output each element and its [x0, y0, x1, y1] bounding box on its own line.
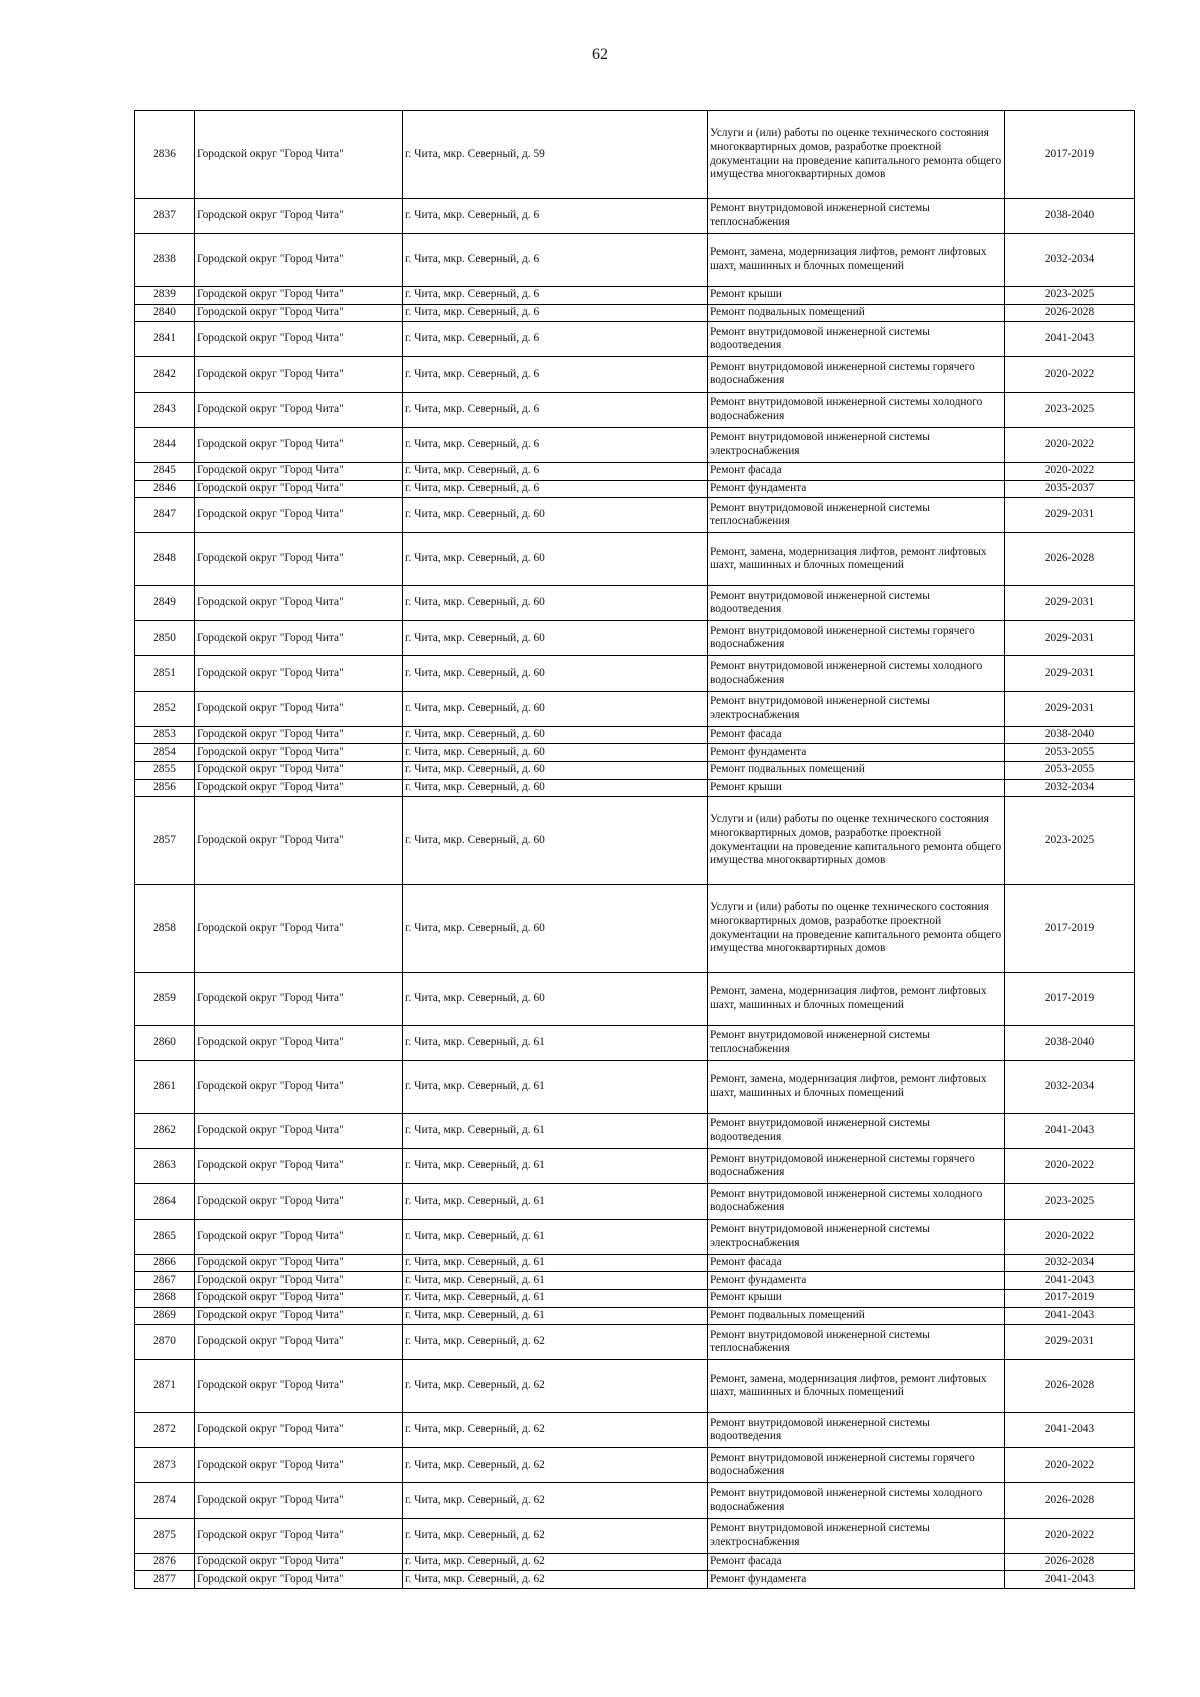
- municipality-cell: Городской округ "Город Чита": [195, 1114, 403, 1149]
- repair-program-table: [134, 110, 1135, 1589]
- municipality-cell: Городской округ "Город Чита": [195, 1307, 403, 1325]
- period-cell: 2026-2028: [1005, 1553, 1135, 1571]
- table-row: [135, 322, 1135, 357]
- work-type-cell: Ремонт внутридомовой инженерной системы холодного водоснабжения: [708, 1483, 1005, 1518]
- row-number: 2839: [135, 286, 195, 304]
- table-row: [135, 1483, 1135, 1518]
- municipality-cell: Городской округ "Город Чита": [195, 726, 403, 744]
- row-number: 2847: [135, 498, 195, 533]
- address-cell: г. Чита, мкр. Северный, д. 62: [403, 1413, 708, 1448]
- work-type-cell: Ремонт фундамента: [708, 1272, 1005, 1290]
- work-type-cell: Ремонт внутридомовой инженерной системы водоотведения: [708, 322, 1005, 357]
- period-cell: 2017-2019: [1005, 111, 1135, 199]
- municipality-cell: Городской округ "Город Чита": [195, 480, 403, 498]
- work-type-cell: Ремонт, замена, модернизация лифтов, ремонт лифтовых шахт, машинных и блочных помещений: [708, 1360, 1005, 1413]
- row-number: 2866: [135, 1254, 195, 1272]
- row-number: 2861: [135, 1061, 195, 1114]
- address-cell: г. Чита, мкр. Северный, д. 6: [403, 427, 708, 462]
- address-cell: г. Чита, мкр. Северный, д. 60: [403, 691, 708, 726]
- address-cell: г. Чита, мкр. Северный, д. 62: [403, 1518, 708, 1553]
- work-type-cell: Ремонт фасада: [708, 1553, 1005, 1571]
- table-row: [135, 111, 1135, 199]
- period-cell: 2053-2055: [1005, 762, 1135, 780]
- table-row: [135, 1219, 1135, 1254]
- table-row: [135, 1307, 1135, 1325]
- row-number: 2844: [135, 427, 195, 462]
- period-cell: 2041-2043: [1005, 1272, 1135, 1290]
- period-cell: 2035-2037: [1005, 480, 1135, 498]
- work-type-cell: Ремонт внутридомовой инженерной системы теплоснабжения: [708, 199, 1005, 234]
- work-type-cell: Ремонт, замена, модернизация лифтов, ремонт лифтовых шахт, машинных и блочных помещений: [708, 1061, 1005, 1114]
- row-number: 2875: [135, 1518, 195, 1553]
- work-type-cell: Ремонт фундамента: [708, 1571, 1005, 1589]
- period-cell: 2026-2028: [1005, 1483, 1135, 1518]
- table-row: [135, 533, 1135, 586]
- address-cell: г. Чита, мкр. Северный, д. 62: [403, 1553, 708, 1571]
- period-cell: 2023-2025: [1005, 286, 1135, 304]
- address-cell: г. Чита, мкр. Северный, д. 60: [403, 656, 708, 691]
- table-row: [135, 1413, 1135, 1448]
- work-type-cell: Ремонт подвальных помещений: [708, 304, 1005, 322]
- period-cell: 2023-2025: [1005, 1184, 1135, 1219]
- work-type-cell: Ремонт внутридомовой инженерной системы теплоснабжения: [708, 1026, 1005, 1061]
- municipality-cell: Городской округ "Город Чита": [195, 322, 403, 357]
- work-type-cell: Ремонт внутридомовой инженерной системы водоотведения: [708, 1413, 1005, 1448]
- period-cell: 2032-2034: [1005, 1061, 1135, 1114]
- row-number: 2869: [135, 1307, 195, 1325]
- address-cell: г. Чита, мкр. Северный, д. 6: [403, 357, 708, 392]
- municipality-cell: Городской округ "Город Чита": [195, 1413, 403, 1448]
- address-cell: г. Чита, мкр. Северный, д. 6: [403, 304, 708, 322]
- work-type-cell: Ремонт внутридомовой инженерной системы водоотведения: [708, 586, 1005, 621]
- row-number: 2857: [135, 797, 195, 885]
- work-type-cell: Ремонт внутридомовой инженерной системы горячего водоснабжения: [708, 1149, 1005, 1184]
- address-cell: г. Чита, мкр. Северный, д. 62: [403, 1325, 708, 1360]
- address-cell: г. Чита, мкр. Северный, д. 61: [403, 1149, 708, 1184]
- address-cell: г. Чита, мкр. Северный, д. 60: [403, 797, 708, 885]
- period-cell: 2038-2040: [1005, 1026, 1135, 1061]
- period-cell: 2017-2019: [1005, 1289, 1135, 1307]
- municipality-cell: Городской округ "Город Чита": [195, 1325, 403, 1360]
- table-row: [135, 286, 1135, 304]
- municipality-cell: Городской округ "Город Чита": [195, 691, 403, 726]
- period-cell: 2032-2034: [1005, 1254, 1135, 1272]
- address-cell: г. Чита, мкр. Северный, д. 61: [403, 1219, 708, 1254]
- address-cell: г. Чита, мкр. Северный, д. 60: [403, 762, 708, 780]
- address-cell: г. Чита, мкр. Северный, д. 61: [403, 1307, 708, 1325]
- table-row: [135, 797, 1135, 885]
- work-type-cell: Ремонт подвальных помещений: [708, 1307, 1005, 1325]
- row-number: 2853: [135, 726, 195, 744]
- row-number: 2865: [135, 1219, 195, 1254]
- work-type-cell: Ремонт внутридомовой инженерной системы электроснабжения: [708, 691, 1005, 726]
- work-type-cell: Ремонт крыши: [708, 1289, 1005, 1307]
- address-cell: г. Чита, мкр. Северный, д. 62: [403, 1571, 708, 1589]
- work-type-cell: Ремонт внутридомовой инженерной системы электроснабжения: [708, 1219, 1005, 1254]
- table-row: [135, 656, 1135, 691]
- municipality-cell: Городской округ "Город Чита": [195, 1254, 403, 1272]
- table-row: [135, 779, 1135, 797]
- work-type-cell: Ремонт, замена, модернизация лифтов, ремонт лифтовых шахт, машинных и блочных помещений: [708, 234, 1005, 287]
- period-cell: 2041-2043: [1005, 1571, 1135, 1589]
- address-cell: г. Чита, мкр. Северный, д. 62: [403, 1448, 708, 1483]
- table-row: [135, 973, 1135, 1026]
- municipality-cell: Городской округ "Город Чита": [195, 533, 403, 586]
- municipality-cell: Городской округ "Город Чита": [195, 1360, 403, 1413]
- work-type-cell: Услуги и (или) работы по оценке технического состояния многоквартирных домов, разработке проектной документации на проведение капитального ремонта общего имущества многоквартирных домов: [708, 797, 1005, 885]
- table-row: [135, 621, 1135, 656]
- table-row: [135, 586, 1135, 621]
- period-cell: 2020-2022: [1005, 1448, 1135, 1483]
- work-type-cell: Ремонт внутридомовой инженерной системы электроснабжения: [708, 1518, 1005, 1553]
- work-type-cell: Ремонт внутридомовой инженерной системы холодного водоснабжения: [708, 1184, 1005, 1219]
- row-number: 2860: [135, 1026, 195, 1061]
- row-number: 2842: [135, 357, 195, 392]
- work-type-cell: Ремонт, замена, модернизация лифтов, ремонт лифтовых шахт, машинных и блочных помещений: [708, 973, 1005, 1026]
- municipality-cell: Городской округ "Город Чита": [195, 1289, 403, 1307]
- address-cell: г. Чита, мкр. Северный, д. 60: [403, 885, 708, 973]
- table-row: [135, 1272, 1135, 1290]
- period-cell: 2038-2040: [1005, 726, 1135, 744]
- row-number: 2846: [135, 480, 195, 498]
- municipality-cell: Городской округ "Город Чита": [195, 498, 403, 533]
- table-row: [135, 762, 1135, 780]
- work-type-cell: Ремонт крыши: [708, 286, 1005, 304]
- address-cell: г. Чита, мкр. Северный, д. 61: [403, 1114, 708, 1149]
- row-number: 2843: [135, 392, 195, 427]
- work-type-cell: Ремонт подвальных помещений: [708, 762, 1005, 780]
- period-cell: 2032-2034: [1005, 779, 1135, 797]
- period-cell: 2026-2028: [1005, 1360, 1135, 1413]
- address-cell: г. Чита, мкр. Северный, д. 60: [403, 498, 708, 533]
- address-cell: г. Чита, мкр. Северный, д. 6: [403, 286, 708, 304]
- period-cell: 2023-2025: [1005, 392, 1135, 427]
- row-number: 2872: [135, 1413, 195, 1448]
- municipality-cell: Городской округ "Город Чита": [195, 1149, 403, 1184]
- table-row: [135, 498, 1135, 533]
- row-number: 2864: [135, 1184, 195, 1219]
- period-cell: 2020-2022: [1005, 1518, 1135, 1553]
- table-row: [135, 1553, 1135, 1571]
- period-cell: 2038-2040: [1005, 199, 1135, 234]
- period-cell: 2020-2022: [1005, 462, 1135, 480]
- row-number: 2854: [135, 744, 195, 762]
- row-number: 2863: [135, 1149, 195, 1184]
- municipality-cell: Городской округ "Город Чита": [195, 1219, 403, 1254]
- table-row: [135, 1571, 1135, 1589]
- period-cell: 2029-2031: [1005, 1325, 1135, 1360]
- period-cell: 2017-2019: [1005, 885, 1135, 973]
- address-cell: г. Чита, мкр. Северный, д. 6: [403, 199, 708, 234]
- table-row: [135, 1448, 1135, 1483]
- municipality-cell: Городской округ "Город Чита": [195, 304, 403, 322]
- table-row: [135, 304, 1135, 322]
- table-row: [135, 234, 1135, 287]
- address-cell: г. Чита, мкр. Северный, д. 61: [403, 1026, 708, 1061]
- period-cell: 2023-2025: [1005, 797, 1135, 885]
- table-row: [135, 1518, 1135, 1553]
- municipality-cell: Городской округ "Город Чита": [195, 1448, 403, 1483]
- table-row: [135, 357, 1135, 392]
- table-row: [135, 392, 1135, 427]
- table-row: [135, 462, 1135, 480]
- period-cell: 2032-2034: [1005, 234, 1135, 287]
- table-row: [135, 885, 1135, 973]
- municipality-cell: Городской округ "Город Чита": [195, 1553, 403, 1571]
- period-cell: 2041-2043: [1005, 1307, 1135, 1325]
- work-type-cell: Ремонт внутридомовой инженерной системы холодного водоснабжения: [708, 392, 1005, 427]
- period-cell: 2053-2055: [1005, 744, 1135, 762]
- row-number: 2850: [135, 621, 195, 656]
- row-number: 2837: [135, 199, 195, 234]
- address-cell: г. Чита, мкр. Северный, д. 6: [403, 392, 708, 427]
- municipality-cell: Городской округ "Город Чита": [195, 744, 403, 762]
- row-number: 2836: [135, 111, 195, 199]
- row-number: 2867: [135, 1272, 195, 1290]
- municipality-cell: Городской округ "Город Чита": [195, 1483, 403, 1518]
- address-cell: г. Чита, мкр. Северный, д. 60: [403, 533, 708, 586]
- period-cell: 2029-2031: [1005, 586, 1135, 621]
- period-cell: 2029-2031: [1005, 656, 1135, 691]
- work-type-cell: Ремонт внутридомовой инженерной системы электроснабжения: [708, 427, 1005, 462]
- municipality-cell: Городской округ "Город Чита": [195, 1184, 403, 1219]
- row-number: 2852: [135, 691, 195, 726]
- address-cell: г. Чита, мкр. Северный, д. 60: [403, 621, 708, 656]
- period-cell: 2020-2022: [1005, 357, 1135, 392]
- row-number: 2877: [135, 1571, 195, 1589]
- address-cell: г. Чита, мкр. Северный, д. 6: [403, 462, 708, 480]
- municipality-cell: Городской округ "Город Чита": [195, 885, 403, 973]
- address-cell: г. Чита, мкр. Северный, д. 61: [403, 1254, 708, 1272]
- row-number: 2855: [135, 762, 195, 780]
- work-type-cell: Ремонт фундамента: [708, 744, 1005, 762]
- table-row: [135, 1114, 1135, 1149]
- municipality-cell: Городской округ "Город Чита": [195, 762, 403, 780]
- work-type-cell: Ремонт фундамента: [708, 480, 1005, 498]
- period-cell: 2029-2031: [1005, 691, 1135, 726]
- period-cell: 2020-2022: [1005, 1149, 1135, 1184]
- municipality-cell: Городской округ "Город Чита": [195, 199, 403, 234]
- work-type-cell: Ремонт внутридомовой инженерной системы холодного водоснабжения: [708, 656, 1005, 691]
- row-number: 2859: [135, 973, 195, 1026]
- work-type-cell: Ремонт внутридомовой инженерной системы горячего водоснабжения: [708, 1448, 1005, 1483]
- row-number: 2873: [135, 1448, 195, 1483]
- period-cell: 2029-2031: [1005, 621, 1135, 656]
- table-row: [135, 480, 1135, 498]
- period-cell: 2041-2043: [1005, 322, 1135, 357]
- municipality-cell: Городской округ "Город Чита": [195, 779, 403, 797]
- work-type-cell: Ремонт внутридомовой инженерной системы водоотведения: [708, 1114, 1005, 1149]
- row-number: 2874: [135, 1483, 195, 1518]
- address-cell: г. Чита, мкр. Северный, д. 6: [403, 480, 708, 498]
- municipality-cell: Городской округ "Город Чита": [195, 1026, 403, 1061]
- period-cell: 2026-2028: [1005, 304, 1135, 322]
- work-type-cell: Ремонт крыши: [708, 779, 1005, 797]
- table-row: [135, 1026, 1135, 1061]
- work-type-cell: Ремонт внутридомовой инженерной системы горячего водоснабжения: [708, 357, 1005, 392]
- table-body: [135, 111, 1135, 1589]
- address-cell: г. Чита, мкр. Северный, д. 61: [403, 1289, 708, 1307]
- municipality-cell: Городской округ "Город Чита": [195, 392, 403, 427]
- row-number: 2851: [135, 656, 195, 691]
- work-type-cell: Ремонт фасада: [708, 726, 1005, 744]
- municipality-cell: Городской округ "Город Чита": [195, 286, 403, 304]
- municipality-cell: Городской округ "Город Чита": [195, 1061, 403, 1114]
- table-row: [135, 1184, 1135, 1219]
- row-number: 2858: [135, 885, 195, 973]
- row-number: 2871: [135, 1360, 195, 1413]
- work-type-cell: Ремонт, замена, модернизация лифтов, ремонт лифтовых шахт, машинных и блочных помещений: [708, 533, 1005, 586]
- period-cell: 2020-2022: [1005, 427, 1135, 462]
- table-row: [135, 1149, 1135, 1184]
- work-type-cell: Ремонт внутридомовой инженерной системы теплоснабжения: [708, 498, 1005, 533]
- municipality-cell: Городской округ "Город Чита": [195, 586, 403, 621]
- address-cell: г. Чита, мкр. Северный, д. 60: [403, 973, 708, 1026]
- period-cell: 2017-2019: [1005, 973, 1135, 1026]
- table-row: [135, 199, 1135, 234]
- table-row: [135, 1061, 1135, 1114]
- table-row: [135, 744, 1135, 762]
- municipality-cell: Городской округ "Город Чита": [195, 797, 403, 885]
- table-row: [135, 1325, 1135, 1360]
- row-number: 2849: [135, 586, 195, 621]
- row-number: 2840: [135, 304, 195, 322]
- work-type-cell: Услуги и (или) работы по оценке технического состояния многоквартирных домов, разработке проектной документации на проведение капитального ремонта общего имущества многоквартирных домов: [708, 885, 1005, 973]
- municipality-cell: Городской округ "Город Чита": [195, 656, 403, 691]
- row-number: 2838: [135, 234, 195, 287]
- table-row: [135, 427, 1135, 462]
- address-cell: г. Чита, мкр. Северный, д. 60: [403, 586, 708, 621]
- period-cell: 2020-2022: [1005, 1219, 1135, 1254]
- period-cell: 2041-2043: [1005, 1413, 1135, 1448]
- row-number: 2868: [135, 1289, 195, 1307]
- row-number: 2845: [135, 462, 195, 480]
- address-cell: г. Чита, мкр. Северный, д. 59: [403, 111, 708, 199]
- table-row: [135, 1360, 1135, 1413]
- row-number: 2876: [135, 1553, 195, 1571]
- row-number: 2862: [135, 1114, 195, 1149]
- municipality-cell: Городской округ "Город Чита": [195, 357, 403, 392]
- address-cell: г. Чита, мкр. Северный, д. 6: [403, 234, 708, 287]
- table-row: [135, 726, 1135, 744]
- municipality-cell: Городской округ "Город Чита": [195, 234, 403, 287]
- municipality-cell: Городской округ "Город Чита": [195, 1272, 403, 1290]
- address-cell: г. Чита, мкр. Северный, д. 62: [403, 1360, 708, 1413]
- municipality-cell: Городской округ "Город Чита": [195, 462, 403, 480]
- address-cell: г. Чита, мкр. Северный, д. 61: [403, 1272, 708, 1290]
- address-cell: г. Чита, мкр. Северный, д. 61: [403, 1184, 708, 1219]
- municipality-cell: Городской округ "Город Чита": [195, 427, 403, 462]
- address-cell: г. Чита, мкр. Северный, д. 60: [403, 744, 708, 762]
- table-row: [135, 1289, 1135, 1307]
- row-number: 2848: [135, 533, 195, 586]
- municipality-cell: Городской округ "Город Чита": [195, 1571, 403, 1589]
- work-type-cell: Ремонт фасада: [708, 462, 1005, 480]
- address-cell: г. Чита, мкр. Северный, д. 6: [403, 322, 708, 357]
- work-type-cell: Ремонт внутридомовой инженерной системы горячего водоснабжения: [708, 621, 1005, 656]
- row-number: 2870: [135, 1325, 195, 1360]
- work-type-cell: Ремонт фасада: [708, 1254, 1005, 1272]
- period-cell: 2029-2031: [1005, 498, 1135, 533]
- row-number: 2841: [135, 322, 195, 357]
- table-row: [135, 691, 1135, 726]
- row-number: 2856: [135, 779, 195, 797]
- municipality-cell: Городской округ "Город Чита": [195, 1518, 403, 1553]
- address-cell: г. Чита, мкр. Северный, д. 60: [403, 779, 708, 797]
- work-type-cell: Услуги и (или) работы по оценке технического состояния многоквартирных домов, разработке проектной документации на проведение капитального ремонта общего имущества многоквартирных домов: [708, 111, 1005, 199]
- municipality-cell: Городской округ "Город Чита": [195, 621, 403, 656]
- table-row: [135, 1254, 1135, 1272]
- page-number: 62: [592, 46, 608, 63]
- address-cell: г. Чита, мкр. Северный, д. 60: [403, 726, 708, 744]
- period-cell: 2041-2043: [1005, 1114, 1135, 1149]
- municipality-cell: Городской округ "Город Чита": [195, 973, 403, 1026]
- address-cell: г. Чита, мкр. Северный, д. 61: [403, 1061, 708, 1114]
- municipality-cell: Городской округ "Город Чита": [195, 111, 403, 199]
- work-type-cell: Ремонт внутридомовой инженерной системы теплоснабжения: [708, 1325, 1005, 1360]
- period-cell: 2026-2028: [1005, 533, 1135, 586]
- address-cell: г. Чита, мкр. Северный, д. 62: [403, 1483, 708, 1518]
